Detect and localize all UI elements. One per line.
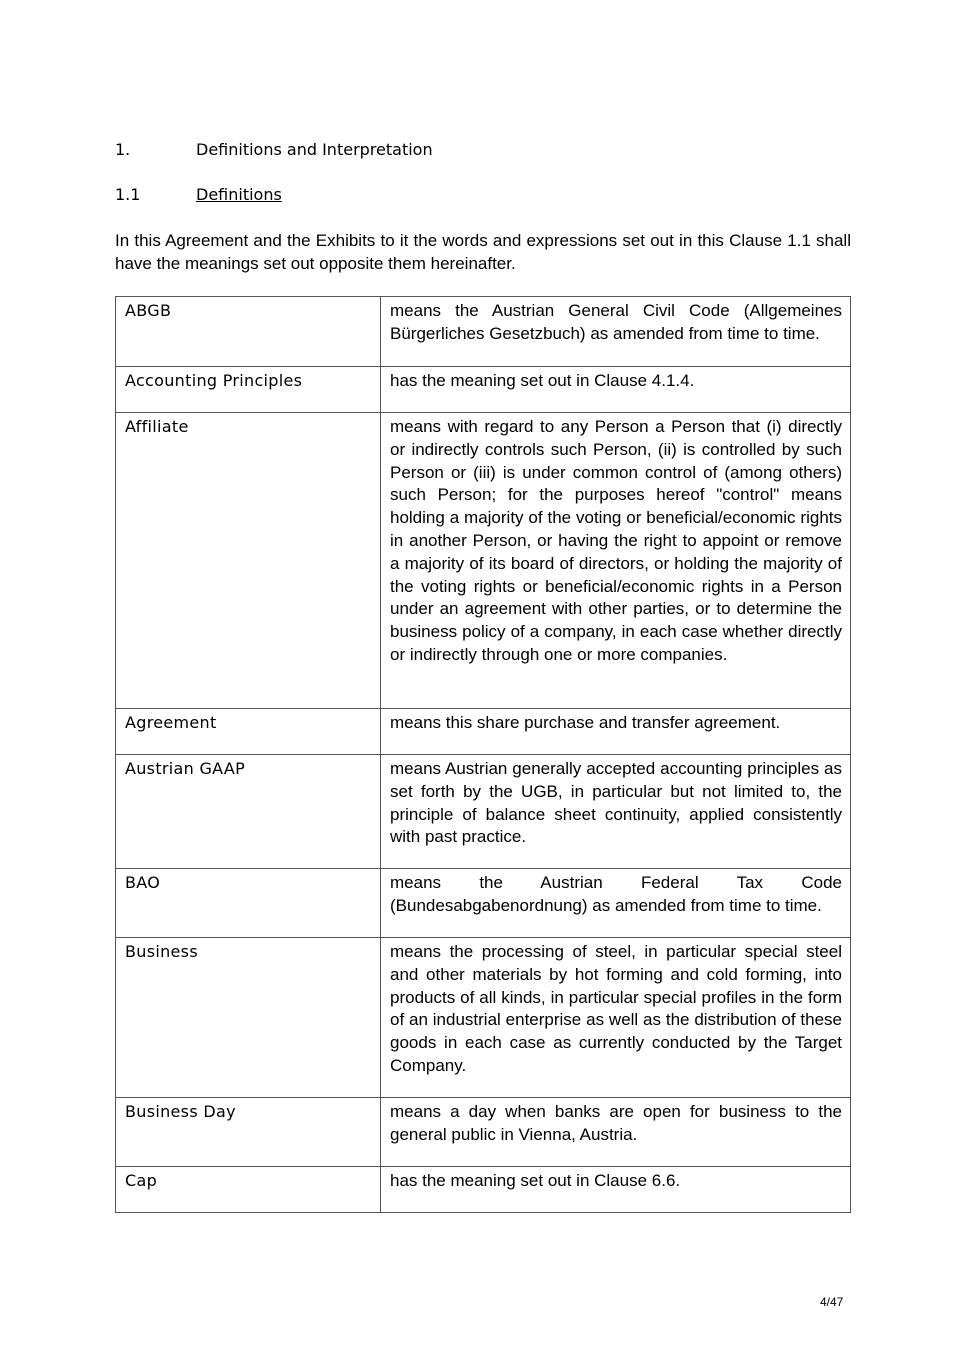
subsection-heading [115, 185, 282, 204]
definition-term: BAO [116, 869, 381, 938]
definition-row [116, 1098, 851, 1167]
definitions-table [115, 296, 851, 1213]
definition-term: Cap [116, 1167, 381, 1213]
definition-text: means Austrian generally accepted accounting principles as set forth by the UGB, in particular but not limited to, the principle of balance sheet continuity, applied consistently with past practice. [381, 755, 851, 869]
section-heading [115, 140, 433, 159]
definition-row [116, 413, 851, 709]
page-number: 4/47 [820, 1295, 844, 1309]
definition-row [116, 709, 851, 755]
definition-term: ABGB [116, 297, 381, 367]
subsection-title: Definitions [196, 185, 282, 204]
definition-text: means the processing of steel, in particular special steel and other materials by hot forming and cold forming, into products of all kinds, in particular special profiles in the form of an industrial enterprise as well as the distribution of these goods in each case as currently conducted by the Target Company. [381, 938, 851, 1098]
intro-paragraph: In this Agreement and the Exhibits to it the words and expressions set out in this Clause 1.1 shall have the meanings set out opposite them hereinafter. [115, 231, 851, 273]
definition-row [116, 755, 851, 869]
definition-term: Austrian GAAP [116, 755, 381, 869]
definition-row [116, 297, 851, 367]
subsection-number: 1.1 [115, 185, 141, 204]
definition-text: means the Austrian Federal Tax Code (Bundesabgabenordnung) as amended from time to time. [381, 869, 851, 938]
definition-term: Agreement [116, 709, 381, 755]
definition-term: Affiliate [116, 413, 381, 709]
definition-row [116, 869, 851, 938]
definition-row [116, 367, 851, 413]
definition-row [116, 938, 851, 1098]
definition-term: Business [116, 938, 381, 1098]
definition-term: Accounting Principles [116, 367, 381, 413]
definition-term: Business Day [116, 1098, 381, 1167]
definition-text: has the meaning set out in Clause 4.1.4. [381, 367, 851, 413]
definition-text: means the Austrian General Civil Code (Allgemeines Bürgerliches Gesetzbuch) as amended from time to time. [381, 297, 851, 367]
definition-text: has the meaning set out in Clause 6.6. [381, 1167, 851, 1213]
definition-text: means with regard to any Person a Person that (i) directly or indirectly controls such Person, (ii) is controlled by such Person or (iii) is under common control of (among others) such Person; for the purposes hereof "control" means holding a majority of the voting or beneficial/economic rights in another Person, or having the right to appoint or remove a majority of its board of directors, or holding the majority of the voting rights or beneficial/economic rights in a Person under an agreement with other parties, or to determine the business policy of a company, in each case whether directly or indirectly through one or more companies. [381, 413, 851, 709]
definition-row [116, 1167, 851, 1213]
section-title: Definitions and Interpretation [196, 140, 433, 159]
section-number: 1. [115, 140, 131, 159]
definition-text: means this share purchase and transfer agreement. [381, 709, 851, 755]
definition-text: means a day when banks are open for business to the general public in Vienna, Austria. [381, 1098, 851, 1167]
